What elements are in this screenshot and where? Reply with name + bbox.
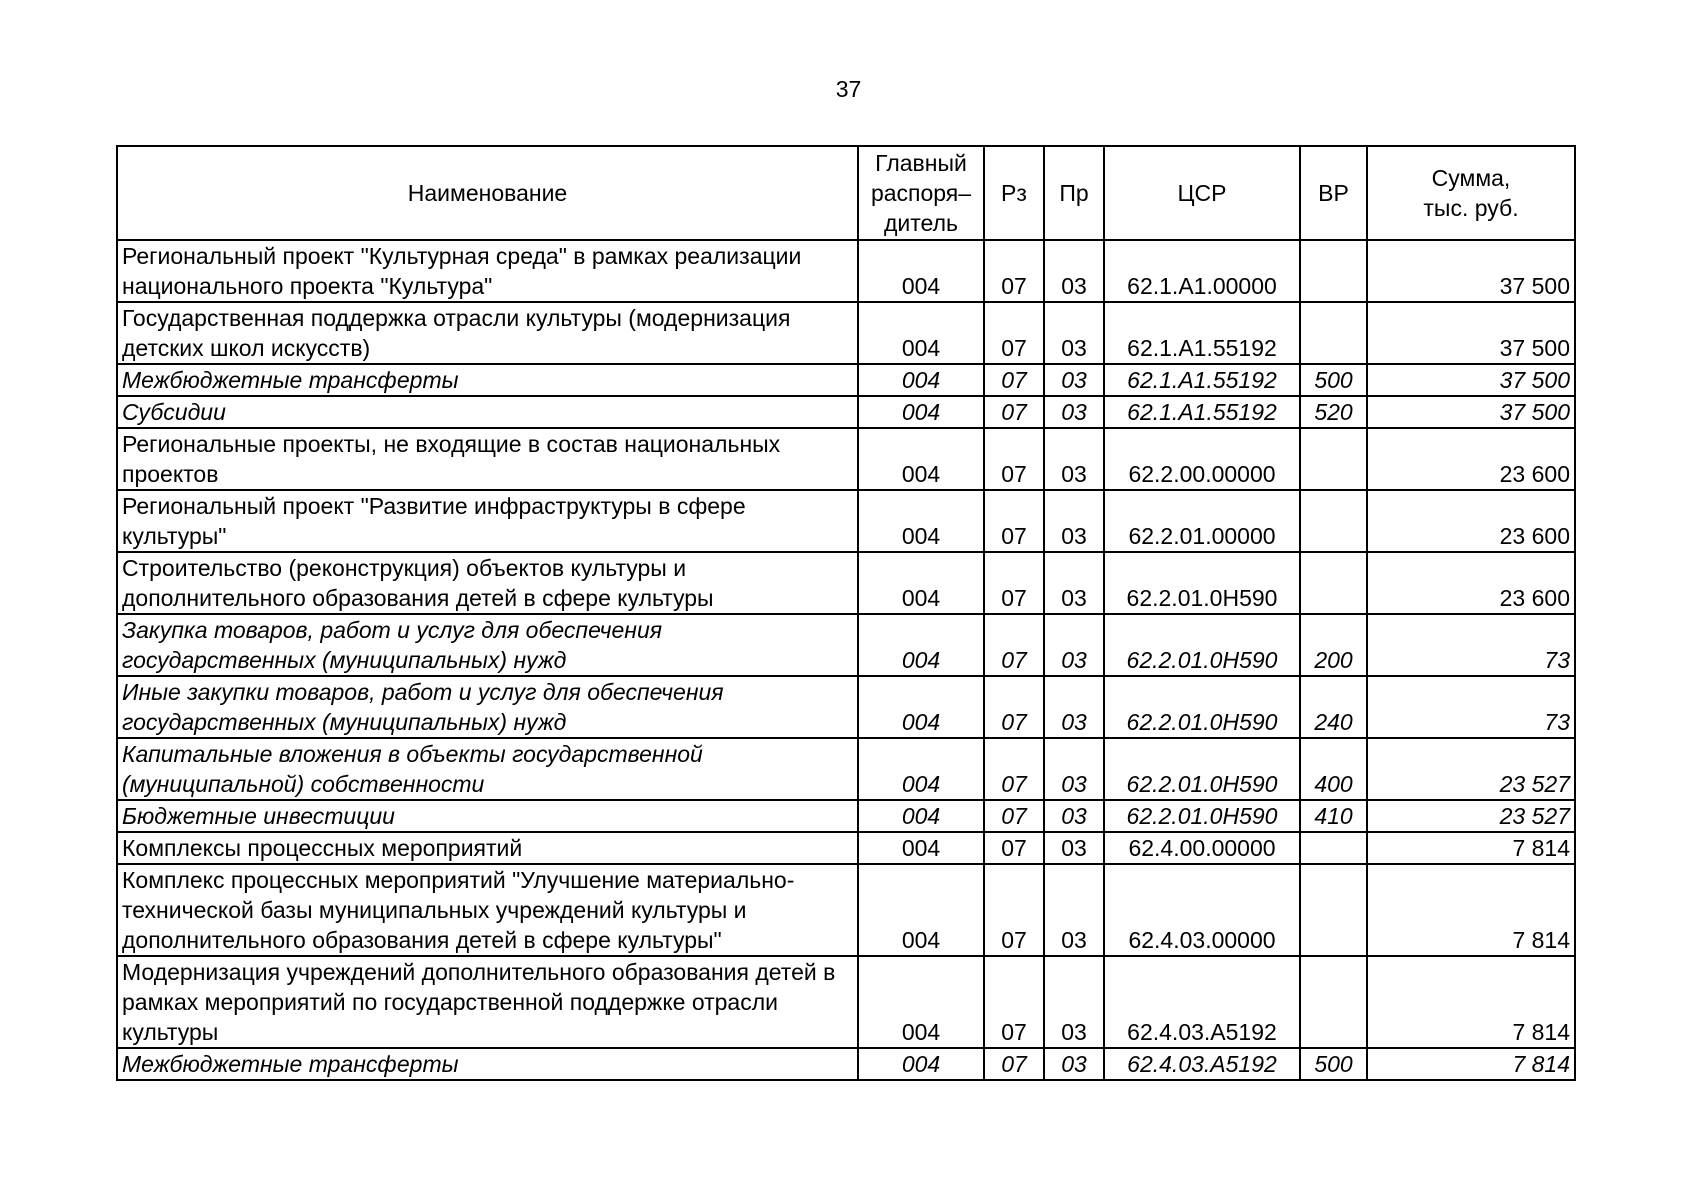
row-grs-cell: 004 <box>858 428 984 490</box>
row-name-cell: Региональный проект "Развитие инфраструктуры в сфере культуры" <box>117 490 858 552</box>
table-row <box>117 552 1575 614</box>
row-sum-cell: 7 814 <box>1367 956 1575 1048</box>
header-vr: ВР <box>1300 146 1367 240</box>
row-rz-cell: 07 <box>984 738 1044 800</box>
row-pr-cell: 03 <box>1044 832 1104 864</box>
row-sum-cell: 73 <box>1367 676 1575 738</box>
table-body <box>117 240 1575 1080</box>
row-pr-cell: 03 <box>1044 800 1104 832</box>
row-rz-cell: 07 <box>984 956 1044 1048</box>
row-pr-cell: 03 <box>1044 956 1104 1048</box>
row-sum-cell: 7 814 <box>1367 1048 1575 1080</box>
row-sum-cell: 7 814 <box>1367 864 1575 956</box>
row-csr-cell: 62.2.01.0Н590 <box>1104 614 1300 676</box>
table-row <box>117 396 1575 428</box>
row-vr-cell <box>1300 490 1367 552</box>
header-grs-line: Главный <box>875 150 967 176</box>
row-name-cell: Модернизация учреждений дополнительного образования детей в рамках мероприятий по государственной поддержке отрасли культуры <box>117 956 858 1048</box>
row-sum-cell: 7 814 <box>1367 832 1575 864</box>
row-vr-cell: 500 <box>1300 364 1367 396</box>
row-rz-cell: 07 <box>984 240 1044 302</box>
header-sum <box>1367 146 1575 240</box>
row-sum-cell: 37 500 <box>1367 364 1575 396</box>
row-pr-cell: 03 <box>1044 396 1104 428</box>
row-pr-cell: 03 <box>1044 864 1104 956</box>
row-pr-cell: 03 <box>1044 738 1104 800</box>
row-vr-cell: 240 <box>1300 676 1367 738</box>
row-vr-cell: 520 <box>1300 396 1367 428</box>
header-name: Наименование <box>117 146 858 240</box>
row-name-cell: Закупка товаров, работ и услуг для обеспечения государственных (муниципальных) нужд <box>117 614 858 676</box>
table-row <box>117 800 1575 832</box>
row-vr-cell: 410 <box>1300 800 1367 832</box>
row-sum-cell: 37 500 <box>1367 240 1575 302</box>
row-grs-cell: 004 <box>858 800 984 832</box>
row-grs-cell: 004 <box>858 676 984 738</box>
row-grs-cell: 004 <box>858 396 984 428</box>
row-csr-cell: 62.1.А1.55192 <box>1104 396 1300 428</box>
row-csr-cell: 62.1.А1.55192 <box>1104 302 1300 364</box>
row-sum-cell: 23 600 <box>1367 552 1575 614</box>
table-row <box>117 614 1575 676</box>
row-grs-cell: 004 <box>858 302 984 364</box>
table-row <box>117 832 1575 864</box>
table-row <box>117 302 1575 364</box>
header-grs-line: распоря– <box>870 180 972 206</box>
row-rz-cell: 07 <box>984 864 1044 956</box>
row-name-cell: Региональный проект "Культурная среда" в рамках реализации национального проекта "Культура" <box>117 240 858 302</box>
row-name-cell: Региональные проекты, не входящие в состав национальных проектов <box>117 428 858 490</box>
row-vr-cell <box>1300 428 1367 490</box>
row-csr-cell: 62.1.А1.55192 <box>1104 364 1300 396</box>
header-grs <box>858 146 984 240</box>
row-name-cell: Капитальные вложения в объекты государственной (муниципальной) собственности <box>117 738 858 800</box>
table-header-row <box>117 146 1575 240</box>
row-pr-cell: 03 <box>1044 364 1104 396</box>
row-pr-cell: 03 <box>1044 240 1104 302</box>
row-grs-cell: 004 <box>858 1048 984 1080</box>
row-sum-cell: 23 600 <box>1367 428 1575 490</box>
row-vr-cell <box>1300 956 1367 1048</box>
table-row <box>117 956 1575 1048</box>
row-vr-cell: 500 <box>1300 1048 1367 1080</box>
header-pr: Пр <box>1044 146 1104 240</box>
row-csr-cell: 62.2.01.0Н590 <box>1104 738 1300 800</box>
row-csr-cell: 62.2.01.00000 <box>1104 490 1300 552</box>
header-rz: Рз <box>984 146 1044 240</box>
row-pr-cell: 03 <box>1044 614 1104 676</box>
header-sum-line: тыс. руб. <box>1423 195 1519 221</box>
row-rz-cell: 07 <box>984 800 1044 832</box>
header-grs-line: дитель <box>884 210 958 236</box>
row-csr-cell: 62.1.А1.00000 <box>1104 240 1300 302</box>
row-csr-cell: 62.2.01.0Н590 <box>1104 676 1300 738</box>
row-vr-cell <box>1300 302 1367 364</box>
row-csr-cell: 62.4.00.00000 <box>1104 832 1300 864</box>
row-sum-cell: 23 527 <box>1367 738 1575 800</box>
row-rz-cell: 07 <box>984 428 1044 490</box>
header-sum-line: Сумма, <box>1431 165 1511 191</box>
row-sum-cell: 73 <box>1367 614 1575 676</box>
row-sum-cell: 23 527 <box>1367 800 1575 832</box>
row-grs-cell: 004 <box>858 614 984 676</box>
row-pr-cell: 03 <box>1044 302 1104 364</box>
row-sum-cell: 23 600 <box>1367 490 1575 552</box>
row-rz-cell: 07 <box>984 302 1044 364</box>
budget-table <box>116 145 1576 1081</box>
row-grs-cell: 004 <box>858 364 984 396</box>
row-pr-cell: 03 <box>1044 490 1104 552</box>
row-name-cell: Иные закупки товаров, работ и услуг для обеспечения государственных (муниципальных) нужд <box>117 676 858 738</box>
row-grs-cell: 004 <box>858 490 984 552</box>
row-vr-cell <box>1300 832 1367 864</box>
row-csr-cell: 62.2.00.00000 <box>1104 428 1300 490</box>
row-rz-cell: 07 <box>984 832 1044 864</box>
table-row <box>117 428 1575 490</box>
row-grs-cell: 004 <box>858 864 984 956</box>
row-name-cell: Межбюджетные трансферты <box>117 364 858 396</box>
row-grs-cell: 004 <box>858 832 984 864</box>
page-number: 37 <box>835 76 862 102</box>
row-grs-cell: 004 <box>858 552 984 614</box>
row-grs-cell: 004 <box>858 738 984 800</box>
row-grs-cell: 004 <box>858 240 984 302</box>
row-rz-cell: 07 <box>984 364 1044 396</box>
row-pr-cell: 03 <box>1044 428 1104 490</box>
row-name-cell: Субсидии <box>117 396 858 428</box>
table-row <box>117 240 1575 302</box>
header-csr: ЦСР <box>1104 146 1300 240</box>
row-name-cell: Государственная поддержка отрасли культуры (модернизация детских школ искусств) <box>117 302 858 364</box>
row-vr-cell <box>1300 552 1367 614</box>
row-csr-cell: 62.4.03.А5192 <box>1104 1048 1300 1080</box>
table-row <box>117 864 1575 956</box>
table-row <box>117 676 1575 738</box>
row-pr-cell: 03 <box>1044 676 1104 738</box>
row-pr-cell: 03 <box>1044 552 1104 614</box>
row-vr-cell <box>1300 240 1367 302</box>
row-name-cell: Комплексы процессных мероприятий <box>117 832 858 864</box>
table-row <box>117 738 1575 800</box>
row-rz-cell: 07 <box>984 552 1044 614</box>
table-row <box>117 1048 1575 1080</box>
row-csr-cell: 62.4.03.00000 <box>1104 864 1300 956</box>
row-rz-cell: 07 <box>984 490 1044 552</box>
row-rz-cell: 07 <box>984 676 1044 738</box>
row-name-cell: Комплекс процессных мероприятий "Улучшение материально-технической базы муниципальных учреждений культуры и дополнительного образования детей в сфере культуры" <box>117 864 858 956</box>
row-name-cell: Межбюджетные трансферты <box>117 1048 858 1080</box>
row-rz-cell: 07 <box>984 1048 1044 1080</box>
row-csr-cell: 62.2.01.0Н590 <box>1104 552 1300 614</box>
row-pr-cell: 03 <box>1044 1048 1104 1080</box>
row-name-cell: Бюджетные инвестиции <box>117 800 858 832</box>
table-row <box>117 490 1575 552</box>
row-sum-cell: 37 500 <box>1367 302 1575 364</box>
row-grs-cell: 004 <box>858 956 984 1048</box>
row-name-cell: Строительство (реконструкция) объектов культуры и дополнительного образования детей в сфере культуры <box>117 552 858 614</box>
row-vr-cell <box>1300 864 1367 956</box>
row-vr-cell: 400 <box>1300 738 1367 800</box>
row-rz-cell: 07 <box>984 614 1044 676</box>
row-sum-cell: 37 500 <box>1367 396 1575 428</box>
row-rz-cell: 07 <box>984 396 1044 428</box>
row-csr-cell: 62.2.01.0Н590 <box>1104 800 1300 832</box>
table-row <box>117 364 1575 396</box>
row-vr-cell: 200 <box>1300 614 1367 676</box>
row-csr-cell: 62.4.03.А5192 <box>1104 956 1300 1048</box>
